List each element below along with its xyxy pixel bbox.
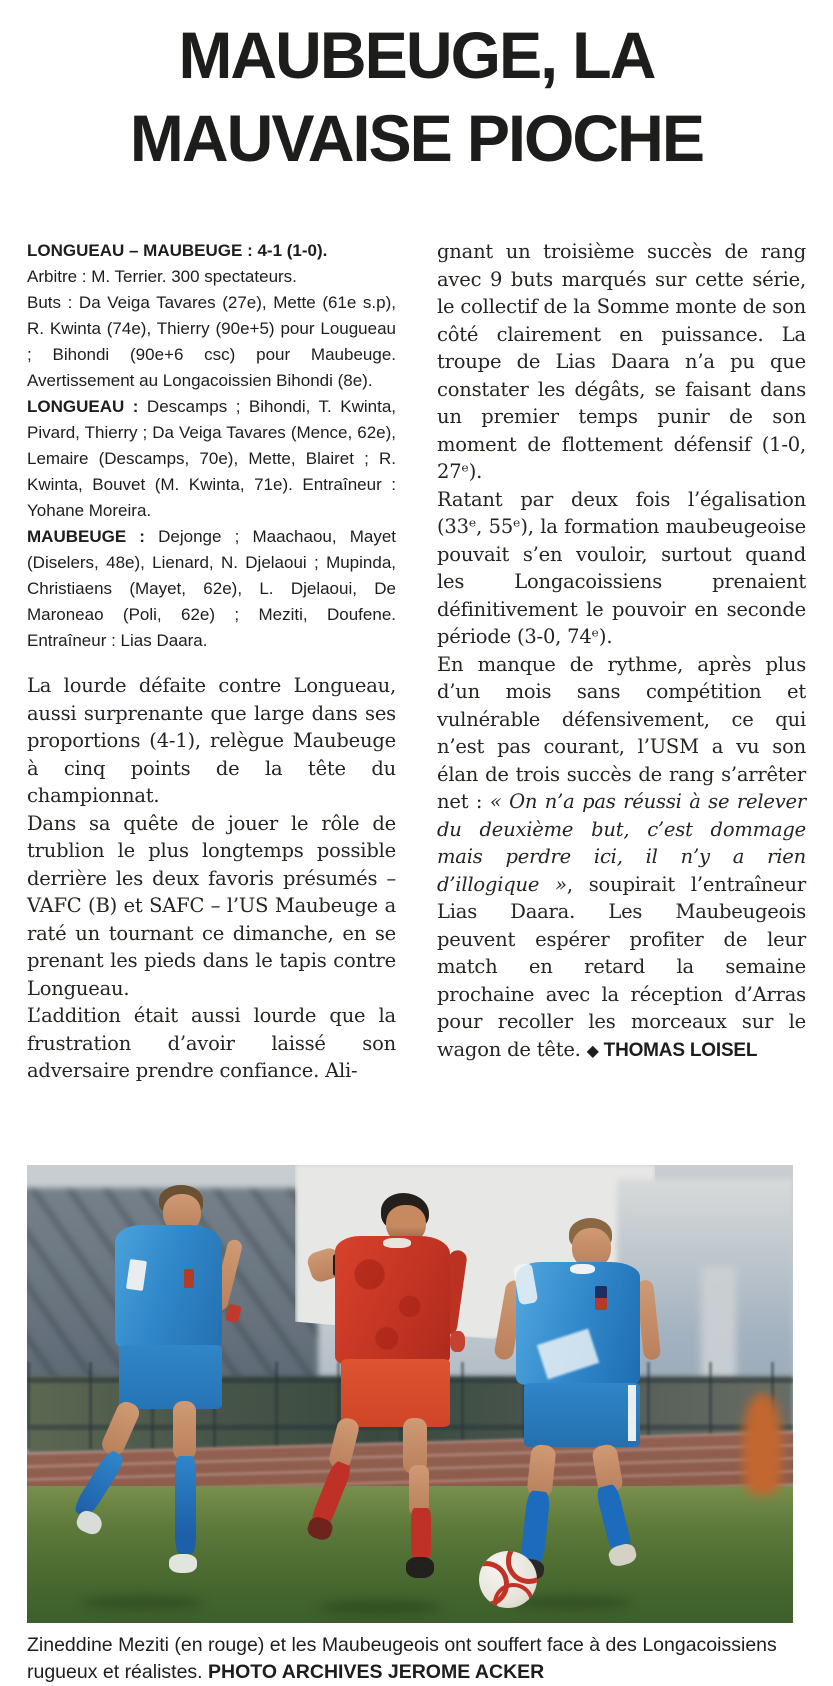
text-run: En manque de rythme, après plus d’un mois sans compétition et vulnérable défensivement, ce qui n’est pas courant, l’USM a vu son élan de trois succès de rang s’arrêter net : [437,652,806,813]
match-sheet-line [27,394,396,524]
text-run: Descamps ; Bihondi, T. Kwinta, Pivard, Thierry ; Da Veiga Tavares (Mence, 62e), Lemaire (Descamps, 70e), Mette, Blairet ; R. Kwinta, Bouvet (M. Kwinta, 71e). Entraîneur : Yohane Moreira. [27,397,396,520]
player-shorts [341,1359,451,1427]
text-run: Buts : Da Veiga Tavares (27e), Mette (61e s.p), R. Kwinta (74e), Thierry (90e+5) pour Lougueau ; Bihondi (90e+6 csc) pour Maubeuge. Avertissement au Longacoissien Bihondi (8e). [27,293,396,390]
jersey-collar [570,1264,595,1274]
player-leg [173,1401,197,1461]
match-sheet-line [27,290,396,394]
article-paragraph [27,672,396,810]
player-wrist-tape [225,1304,242,1324]
article-columns [27,238,806,1085]
column-left [27,238,396,1085]
player-shorts [524,1383,640,1447]
player-jersey [335,1236,451,1364]
headline-line-1: MAUBEUGE, LA [178,18,655,92]
match-sheet-line [27,264,396,290]
article-paragraph [27,810,396,1003]
text-run: L’addition était aussi lourde que la frustration d’avoir laissé son adversaire prendre confiance. Ali- [27,1004,396,1082]
match-sheet-line [27,238,396,264]
player-shorts [119,1345,222,1409]
headline-line-2: MAUVAISE PIOCHE [129,101,704,175]
player-sock [72,1448,127,1520]
photo-background-person [743,1394,781,1495]
article-paragraph [437,238,806,486]
text-run: La lourde défaite contre Longueau, aussi surprenante que large dans ses proportions (4-1), relègue Maubeuge à cinq points de la tête du championnat. [27,674,396,807]
player-leg [99,1399,142,1459]
text-run: gnant un troisième succès de rang avec 9 buts marqués sur cette série, le collectif de la Somme monte de son côté clairement en puissance. La troupe de Lias Daara n’a pu que constater les dégâts, se faisant dans un premier temps punir de son moment de flottement défensif (1-0, 27ᵉ). [437,240,806,483]
text-run: Dans sa quête de jouer le rôle de trublion le plus longtemps possible derrière les deux favoris présumés – VAFC (B) et SAFC – l’US Maubeuge a raté un tournant ce dimanche, en se prenant les pieds dans le tapis contre Longueau. [27,811,396,1000]
match-sheet [27,238,396,654]
text-run: , soupirait l’entraîneur Lias Daara. Les Maubeugeois peuvent espérer profiter de leur match en retard la semaine prochaine avec la réception d’Arras pour recoller les morceaux sur le wagon de tête. [437,872,807,1061]
match-photo [27,1165,793,1623]
soccer-ball [479,1551,537,1608]
article-paragraph [437,651,806,1065]
text-run: ◆ [586,1040,604,1060]
player-red-meziti [295,1195,494,1621]
text-run: Zineddine Meziti (en rouge) et les Maubeugeois ont souffert face à des Longacoissiens rugueux et réalistes. [27,1634,777,1683]
jersey-collar [383,1238,411,1248]
player-left-blue [73,1188,265,1614]
team-crest [595,1286,607,1310]
player-sock [411,1508,431,1559]
player-boot [169,1554,198,1573]
text-run: « On n’a pas réussi à se relever du deuxième but, c’est dommage mais perdre ici, il n’y a rien d’illogique » [437,790,807,896]
team-crest [184,1269,194,1288]
article-headline [8,14,824,180]
ball-red-ring [506,1551,537,1584]
shorts-stripe [628,1385,636,1441]
text-run: MAUBEUGE : [27,527,159,546]
text-run: LONGUEAU – MAUBEUGE : 4-1 (1-0). [27,241,328,260]
photo-caption [27,1632,809,1686]
match-sheet-line [27,524,396,654]
article-paragraph [27,1002,396,1085]
article-paragraph [437,486,806,651]
column-right [437,238,806,1085]
article-body-right [437,238,806,1064]
player-leg [526,1444,556,1498]
player-boot [406,1557,434,1578]
text-run: LONGUEAU : [27,397,147,416]
text-run: THOMAS LOISEL [603,1039,758,1061]
text-run: Ratant par deux fois l’égalisation (33ᵉ, 55ᵉ), la formation maubeugeoise pouvait s’en vouloir, surtout quand les Longacoissiens prenaient définitivement le pouvoir en seconde période (3-0, 74ᵉ). [437,487,806,648]
article-body-left [27,672,396,1085]
text-run: Arbitre : M. Terrier. 300 spectateurs. [27,267,297,286]
player-hand [450,1331,465,1352]
player-sock [175,1456,196,1554]
text-run: PHOTO ARCHIVES JEROME ACKER [208,1661,545,1683]
text-run: Dejonge ; Maachaou, Mayet (Diselers, 48e), Lienard, N. Djelaoui ; Mupinda, Christiaens (Mayet, 62e), L. Djelaoui, De Maroneao (Poli, 62e) ; Meziti, Doufene. Entraîneur : Lias Daara. [27,527,397,650]
